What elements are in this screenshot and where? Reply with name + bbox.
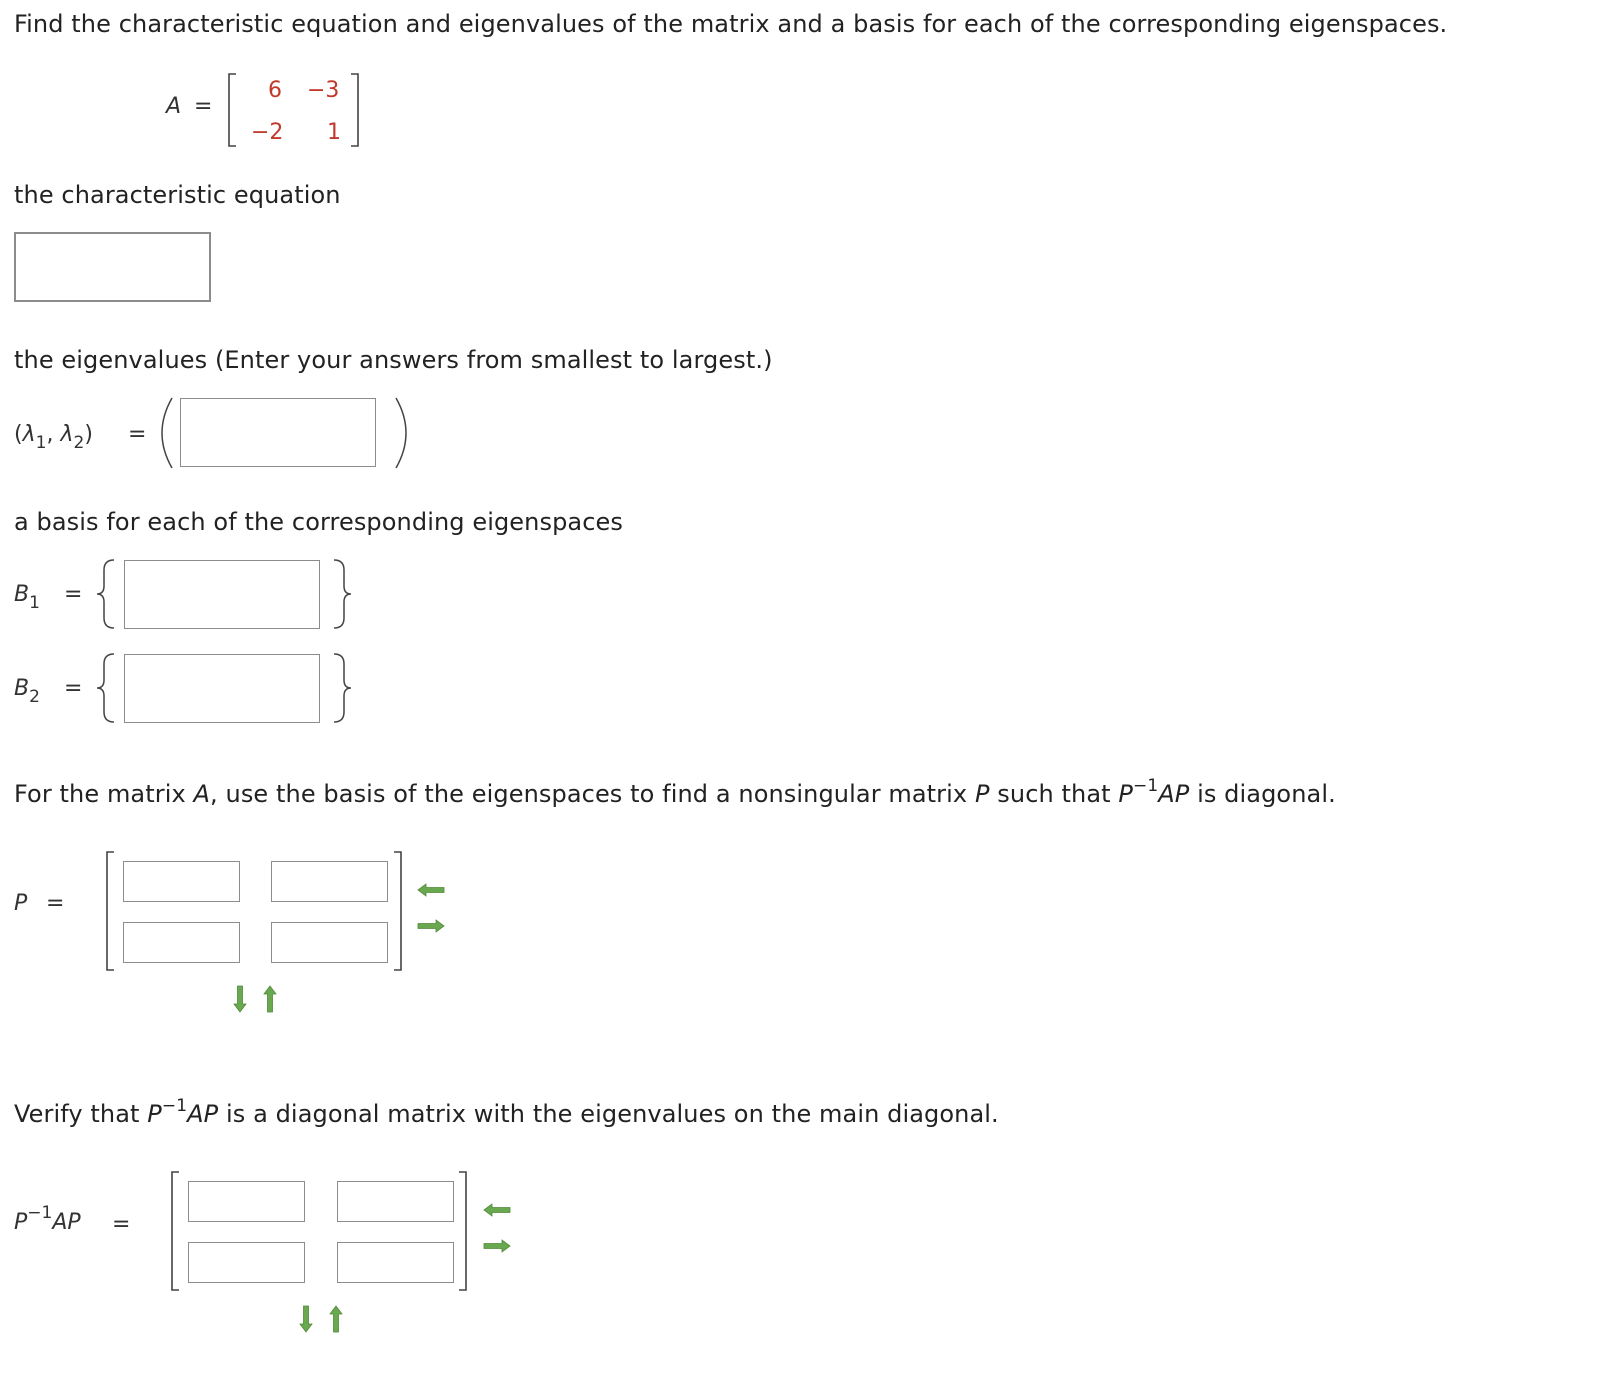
p-matrix-cell-22[interactable] (271, 922, 388, 963)
eigenvalues-label: the eigenvalues (Enter your answers from smallest to largest.) (14, 346, 773, 374)
characteristic-equation-input[interactable] (14, 232, 211, 302)
pinvap-matrix-cell-21[interactable] (188, 1242, 305, 1283)
pinvap-add-row-arrow-icon[interactable] (298, 1304, 314, 1334)
matrix-a-label: A (166, 94, 182, 119)
matrix-a-cell-12: −3 (307, 78, 340, 103)
eigenvalues-input[interactable] (180, 398, 376, 467)
matrix-a-cell-21: −2 (251, 120, 284, 145)
pinvap-matrix-cell-22[interactable] (337, 1242, 454, 1283)
p-matrix-label: P (14, 891, 28, 916)
pinvap-remove-row-arrow-icon[interactable] (328, 1304, 344, 1334)
diagonalize-instruction: For the matrix A, use the basis of the eigenspaces to find a nonsingular matrix P such that $P^{-1}AP$ is diagonal. (14, 776, 1336, 808)
pinvap-matrix-label: $P^{-1}AP$ (14, 1203, 81, 1235)
p-matrix-cell-12[interactable] (271, 861, 388, 902)
matrix-a-cell-11: 6 (268, 78, 282, 103)
basis-b2-input[interactable] (124, 654, 320, 723)
pinvap-matrix-cell-11[interactable] (188, 1181, 305, 1222)
pinvap-add-column-arrow-icon[interactable] (482, 1238, 512, 1254)
basis-label: a basis for each of the corresponding eigenspaces (14, 508, 623, 536)
p-remove-row-arrow-icon[interactable] (262, 984, 278, 1014)
characteristic-equation-label: the characteristic equation (14, 181, 341, 209)
basis-b1-input[interactable] (124, 560, 320, 629)
p-matrix-cell-21[interactable] (123, 922, 240, 963)
verify-instruction: Verify that $P^{-1}AP$ is a diagonal matrix with the eigenvalues on the main diagonal. (14, 1096, 999, 1128)
eigenvalues-equals: = (128, 422, 147, 447)
p-matrix-cell-11[interactable] (123, 861, 240, 902)
matrix-a-cell-22: 1 (327, 120, 341, 145)
matrix-a-brackets (226, 72, 366, 150)
p-add-row-arrow-icon[interactable] (232, 984, 248, 1014)
basis-b2-equals: = (64, 676, 83, 701)
pinvap-remove-column-arrow-icon[interactable] (482, 1202, 512, 1218)
problem-statement: Find the characteristic equation and eigenvalues of the matrix and a basis for each of the corresponding eigenspaces. (14, 10, 1448, 38)
eigenvalues-lhs: ($\lambda_1$, $\lambda_2$) (14, 422, 93, 453)
pinvap-matrix-cell-12[interactable] (337, 1181, 454, 1222)
basis-b1-equals: = (64, 582, 83, 607)
p-matrix-equals: = (46, 891, 65, 916)
matrix-a-equals: = (194, 94, 213, 119)
basis-b1-label: $B_1$ (14, 582, 40, 613)
p-remove-column-arrow-icon[interactable] (416, 882, 446, 898)
pinvap-matrix-equals: = (112, 1212, 131, 1237)
p-add-column-arrow-icon[interactable] (416, 918, 446, 934)
basis-b2-label: $B_2$ (14, 676, 40, 707)
